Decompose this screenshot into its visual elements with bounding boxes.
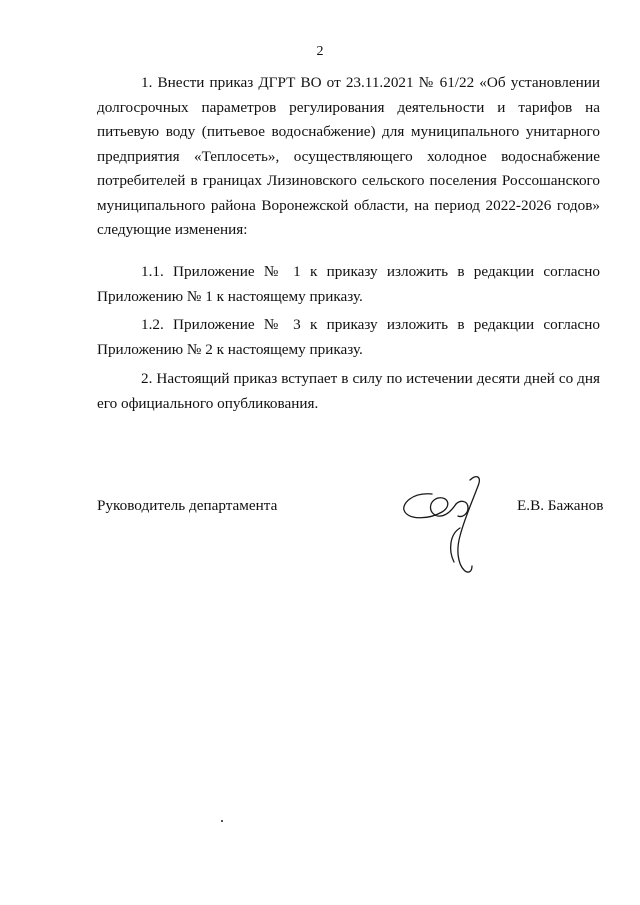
paragraph-1-2: 1.2. Приложение № 3 к приказу изложить в редакции согласно Приложению № 2 к настоящему приказу. bbox=[97, 316, 600, 358]
paragraph-1-1: 1.1. Приложение № 1 к приказу изложить в редакции согласно Приложению № 1 к настоящему приказу. bbox=[97, 263, 600, 305]
paragraph-1: 1. Внести приказ ДГРТ ВО от 23.11.2021 № 61/22 «Об установлении долгосрочных параметров регулирования деятельности и тарифов на питьевую воду (питьевое водоснабжение) для муниципального унитарного предприятия «Теплосеть», осуществляющего холодное водоснабжение потребителей в границах Лизиновского сельского поселения Россошанского муниципального района Воронежской области, на период 2022-2026 годов» следующие изменения: bbox=[97, 74, 600, 238]
page-number: 2 bbox=[316, 44, 324, 59]
handwritten-signature bbox=[398, 470, 508, 580]
paragraph-2: 2. Настоящий приказ вступает в силу по истечении десяти дней со дня его официального опубликования. bbox=[97, 370, 600, 412]
signatory-name: Е.В. Бажанов bbox=[517, 497, 604, 514]
signatory-position: Руководитель департамента bbox=[97, 497, 278, 514]
scan-speck bbox=[221, 820, 223, 822]
